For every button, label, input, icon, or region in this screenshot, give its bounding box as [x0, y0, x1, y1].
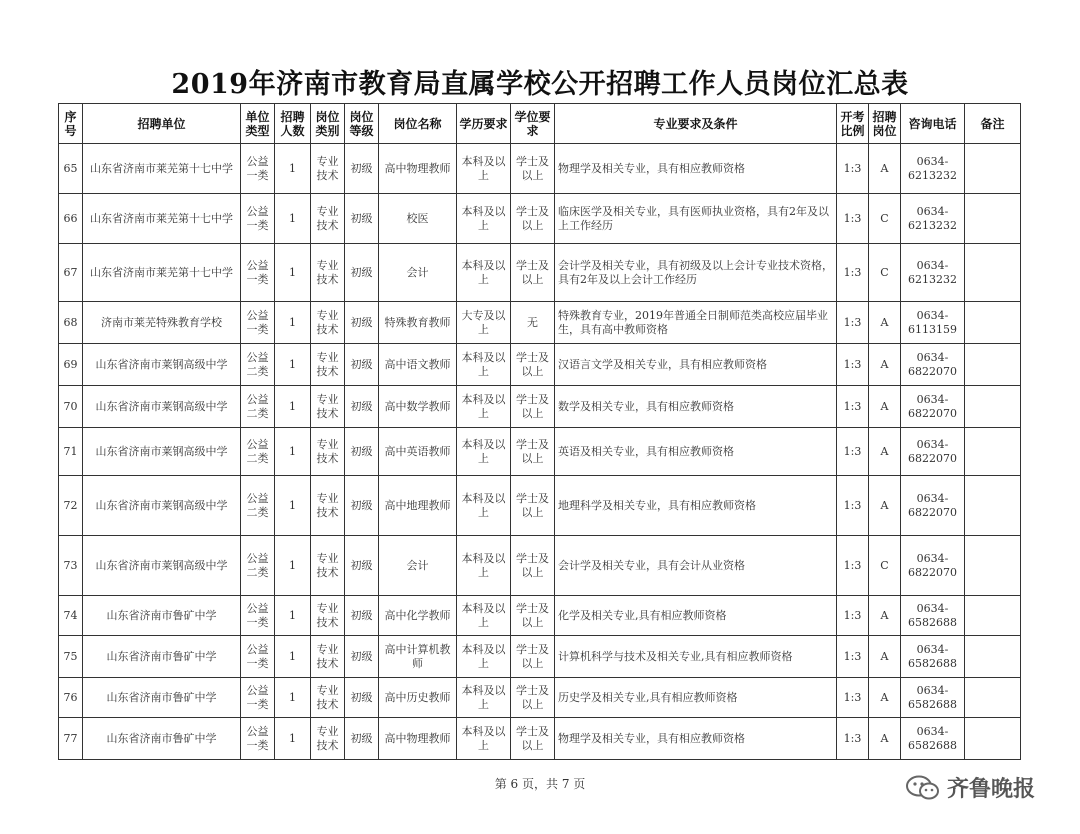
cell-note [965, 428, 1021, 476]
cell-unit-type: 公益一类 [241, 636, 275, 678]
cell-requirement: 会计学及相关专业，具有会计从业资格 [555, 536, 837, 596]
cell-post: A [869, 428, 901, 476]
cell-position: 高中物理教师 [379, 718, 457, 760]
cell-requirement: 历史学及相关专业,具有相应教师资格 [555, 678, 837, 718]
cell-ratio: 1:3 [837, 636, 869, 678]
cell-note [965, 718, 1021, 760]
cell-unit: 山东省济南市鲁矿中学 [83, 596, 241, 636]
cell-level: 初级 [345, 718, 379, 760]
cell-note [965, 386, 1021, 428]
cell-post: C [869, 194, 901, 244]
cell-requirement: 物理学及相关专业，具有相应教师资格 [555, 718, 837, 760]
cell-no: 74 [59, 596, 83, 636]
cell-education: 本科及以上 [457, 194, 511, 244]
cell-no: 71 [59, 428, 83, 476]
cell-degree: 学士及以上 [511, 386, 555, 428]
table-row [59, 476, 1021, 536]
cell-no: 75 [59, 636, 83, 678]
table-row [59, 144, 1021, 194]
cell-phone: 0634-6582688 [901, 596, 965, 636]
cell-post: A [869, 344, 901, 386]
cell-unit: 山东省济南市莱芜第十七中学 [83, 144, 241, 194]
cell-count: 1 [275, 636, 311, 678]
cell-category: 专业技术 [311, 678, 345, 718]
cell-ratio: 1:3 [837, 596, 869, 636]
table-row [59, 194, 1021, 244]
table-row [59, 428, 1021, 476]
cell-count: 1 [275, 428, 311, 476]
cell-unit: 山东省济南市鲁矿中学 [83, 678, 241, 718]
cell-level: 初级 [345, 244, 379, 302]
cell-category: 专业技术 [311, 636, 345, 678]
cell-requirement: 特殊教育专业，2019年普通全日制师范类高校应届毕业生，具有高中教师资格 [555, 302, 837, 344]
cell-category: 专业技术 [311, 194, 345, 244]
cell-count: 1 [275, 244, 311, 302]
cell-ratio: 1:3 [837, 302, 869, 344]
cell-post: A [869, 476, 901, 536]
cell-category: 专业技术 [311, 536, 345, 596]
cell-count: 1 [275, 302, 311, 344]
header-cell: 岗位名称 [379, 104, 457, 144]
header-cell: 招聘单位 [83, 104, 241, 144]
cell-count: 1 [275, 718, 311, 760]
table-row [59, 302, 1021, 344]
cell-position: 特殊教育教师 [379, 302, 457, 344]
table-row [59, 596, 1021, 636]
cell-unit-type: 公益二类 [241, 428, 275, 476]
table-row [59, 536, 1021, 596]
cell-post: A [869, 144, 901, 194]
cell-position: 会计 [379, 536, 457, 596]
cell-phone: 0634-6822070 [901, 386, 965, 428]
cell-note [965, 344, 1021, 386]
cell-count: 1 [275, 596, 311, 636]
cell-unit-type: 公益一类 [241, 144, 275, 194]
cell-post: A [869, 386, 901, 428]
cell-note [965, 636, 1021, 678]
cell-level: 初级 [345, 678, 379, 718]
cell-unit: 山东省济南市莱芜第十七中学 [83, 244, 241, 302]
cell-phone: 0634-6822070 [901, 428, 965, 476]
cell-education: 本科及以上 [457, 244, 511, 302]
cell-phone: 0634-6582688 [901, 678, 965, 718]
cell-level: 初级 [345, 344, 379, 386]
cell-post: A [869, 718, 901, 760]
cell-requirement: 化学及相关专业,具有相应教师资格 [555, 596, 837, 636]
cell-level: 初级 [345, 636, 379, 678]
cell-degree: 学士及以上 [511, 476, 555, 536]
table-row [59, 678, 1021, 718]
cell-ratio: 1:3 [837, 244, 869, 302]
cell-phone: 0634-6213232 [901, 244, 965, 302]
cell-category: 专业技术 [311, 428, 345, 476]
cell-no: 73 [59, 536, 83, 596]
watermark [905, 772, 1035, 803]
cell-education: 本科及以上 [457, 536, 511, 596]
cell-position: 高中计算机教师 [379, 636, 457, 678]
table-row [59, 244, 1021, 302]
cell-education: 本科及以上 [457, 476, 511, 536]
cell-note [965, 678, 1021, 718]
cell-education: 大专及以上 [457, 302, 511, 344]
table-row [59, 386, 1021, 428]
cell-degree: 学士及以上 [511, 194, 555, 244]
cell-education: 本科及以上 [457, 718, 511, 760]
cell-post: A [869, 596, 901, 636]
cell-unit: 山东省济南市莱钢高级中学 [83, 386, 241, 428]
cell-position: 高中物理教师 [379, 144, 457, 194]
cell-ratio: 1:3 [837, 344, 869, 386]
cell-unit-type: 公益二类 [241, 386, 275, 428]
cell-level: 初级 [345, 144, 379, 194]
header-cell: 序号 [59, 104, 83, 144]
cell-note [965, 536, 1021, 596]
cell-position: 高中地理教师 [379, 476, 457, 536]
cell-ratio: 1:3 [837, 144, 869, 194]
cell-unit: 山东省济南市莱钢高级中学 [83, 536, 241, 596]
cell-position: 高中化学教师 [379, 596, 457, 636]
cell-degree: 学士及以上 [511, 536, 555, 596]
cell-category: 专业技术 [311, 386, 345, 428]
cell-degree: 无 [511, 302, 555, 344]
cell-requirement: 数学及相关专业，具有相应教师资格 [555, 386, 837, 428]
cell-no: 70 [59, 386, 83, 428]
header-cell: 咨询电话 [901, 104, 965, 144]
recruitment-table [58, 103, 1021, 760]
header-cell: 单位类型 [241, 104, 275, 144]
cell-level: 初级 [345, 428, 379, 476]
cell-degree: 学士及以上 [511, 144, 555, 194]
watermark-text: 齐鲁晚报 [947, 777, 1036, 802]
cell-note [965, 302, 1021, 344]
page-footer: 第 6 页，共 7 页 [494, 777, 586, 791]
header-cell: 招聘岗位 [869, 104, 901, 144]
header-cell: 岗位类别 [311, 104, 345, 144]
cell-note [965, 144, 1021, 194]
table-row [59, 344, 1021, 386]
cell-education: 本科及以上 [457, 636, 511, 678]
cell-post: A [869, 302, 901, 344]
cell-category: 专业技术 [311, 144, 345, 194]
table-header-row [59, 104, 1021, 144]
cell-unit-type: 公益一类 [241, 596, 275, 636]
cell-degree: 学士及以上 [511, 596, 555, 636]
cell-count: 1 [275, 386, 311, 428]
page-title: 2019年济南市教育局直属学校公开招聘工作人员岗位汇总表 [171, 69, 909, 100]
cell-note [965, 244, 1021, 302]
cell-phone: 0634-6822070 [901, 344, 965, 386]
cell-phone: 0634-6822070 [901, 476, 965, 536]
cell-post: A [869, 678, 901, 718]
wechat-icon [905, 774, 941, 802]
cell-count: 1 [275, 678, 311, 718]
cell-phone: 0634-6213232 [901, 194, 965, 244]
cell-no: 77 [59, 718, 83, 760]
cell-no: 68 [59, 302, 83, 344]
cell-no: 72 [59, 476, 83, 536]
cell-level: 初级 [345, 596, 379, 636]
header-cell: 备注 [965, 104, 1021, 144]
cell-count: 1 [275, 194, 311, 244]
cell-no: 67 [59, 244, 83, 302]
cell-category: 专业技术 [311, 344, 345, 386]
cell-post: A [869, 636, 901, 678]
cell-category: 专业技术 [311, 476, 345, 536]
cell-category: 专业技术 [311, 302, 345, 344]
cell-degree: 学士及以上 [511, 344, 555, 386]
table-row [59, 718, 1021, 760]
cell-unit-type: 公益一类 [241, 194, 275, 244]
cell-unit: 山东省济南市鲁矿中学 [83, 718, 241, 760]
cell-requirement: 临床医学及相关专业，具有医师执业资格，具有2年及以上工作经历 [555, 194, 837, 244]
cell-position: 校医 [379, 194, 457, 244]
cell-unit: 山东省济南市莱钢高级中学 [83, 476, 241, 536]
cell-ratio: 1:3 [837, 476, 869, 536]
cell-position: 高中数学教师 [379, 386, 457, 428]
cell-unit-type: 公益二类 [241, 344, 275, 386]
cell-education: 本科及以上 [457, 428, 511, 476]
cell-unit: 山东省济南市莱芜第十七中学 [83, 194, 241, 244]
cell-ratio: 1:3 [837, 194, 869, 244]
cell-note [965, 476, 1021, 536]
cell-unit-type: 公益一类 [241, 302, 275, 344]
cell-ratio: 1:3 [837, 536, 869, 596]
cell-degree: 学士及以上 [511, 244, 555, 302]
cell-no: 66 [59, 194, 83, 244]
header-cell: 专业要求及条件 [555, 104, 837, 144]
cell-level: 初级 [345, 386, 379, 428]
cell-unit-type: 公益一类 [241, 678, 275, 718]
cell-note [965, 194, 1021, 244]
cell-position: 高中语文教师 [379, 344, 457, 386]
cell-category: 专业技术 [311, 718, 345, 760]
cell-unit: 山东省济南市莱钢高级中学 [83, 428, 241, 476]
cell-category: 专业技术 [311, 244, 345, 302]
cell-unit: 山东省济南市鲁矿中学 [83, 636, 241, 678]
cell-position: 高中历史教师 [379, 678, 457, 718]
cell-ratio: 1:3 [837, 386, 869, 428]
cell-unit: 山东省济南市莱钢高级中学 [83, 344, 241, 386]
header-cell: 岗位等级 [345, 104, 379, 144]
cell-position: 会计 [379, 244, 457, 302]
cell-level: 初级 [345, 194, 379, 244]
cell-degree: 学士及以上 [511, 428, 555, 476]
cell-count: 1 [275, 344, 311, 386]
cell-position: 高中英语教师 [379, 428, 457, 476]
cell-requirement: 地理科学及相关专业，具有相应教师资格 [555, 476, 837, 536]
cell-phone: 0634-6113159 [901, 302, 965, 344]
cell-note [965, 596, 1021, 636]
cell-unit-type: 公益二类 [241, 536, 275, 596]
cell-unit-type: 公益一类 [241, 244, 275, 302]
cell-requirement: 物理学及相关专业，具有相应教师资格 [555, 144, 837, 194]
cell-ratio: 1:3 [837, 678, 869, 718]
cell-phone: 0634-6822070 [901, 536, 965, 596]
cell-education: 本科及以上 [457, 596, 511, 636]
cell-education: 本科及以上 [457, 386, 511, 428]
cell-post: C [869, 244, 901, 302]
header-cell: 开考比例 [837, 104, 869, 144]
header-cell: 学历要求 [457, 104, 511, 144]
cell-phone: 0634-6213232 [901, 144, 965, 194]
cell-no: 65 [59, 144, 83, 194]
cell-count: 1 [275, 144, 311, 194]
cell-no: 69 [59, 344, 83, 386]
cell-requirement: 英语及相关专业，具有相应教师资格 [555, 428, 837, 476]
cell-category: 专业技术 [311, 596, 345, 636]
cell-count: 1 [275, 536, 311, 596]
cell-requirement: 计算机科学与技术及相关专业,具有相应教师资格 [555, 636, 837, 678]
cell-unit: 济南市莱芜特殊教育学校 [83, 302, 241, 344]
cell-requirement: 汉语言文学及相关专业，具有相应教师资格 [555, 344, 837, 386]
cell-phone: 0634-6582688 [901, 718, 965, 760]
cell-education: 本科及以上 [457, 344, 511, 386]
cell-unit-type: 公益二类 [241, 476, 275, 536]
cell-ratio: 1:3 [837, 428, 869, 476]
cell-requirement: 会计学及相关专业，具有初级及以上会计专业技术资格，具有2年及以上会计工作经历 [555, 244, 837, 302]
cell-education: 本科及以上 [457, 678, 511, 718]
cell-no: 76 [59, 678, 83, 718]
cell-level: 初级 [345, 476, 379, 536]
cell-unit-type: 公益一类 [241, 718, 275, 760]
cell-count: 1 [275, 476, 311, 536]
cell-degree: 学士及以上 [511, 636, 555, 678]
cell-level: 初级 [345, 302, 379, 344]
cell-degree: 学士及以上 [511, 678, 555, 718]
cell-level: 初级 [345, 536, 379, 596]
cell-education: 本科及以上 [457, 144, 511, 194]
cell-post: C [869, 536, 901, 596]
header-cell: 学位要求 [511, 104, 555, 144]
cell-degree: 学士及以上 [511, 718, 555, 760]
table-row [59, 636, 1021, 678]
header-cell: 招聘人数 [275, 104, 311, 144]
cell-ratio: 1:3 [837, 718, 869, 760]
cell-phone: 0634-6582688 [901, 636, 965, 678]
